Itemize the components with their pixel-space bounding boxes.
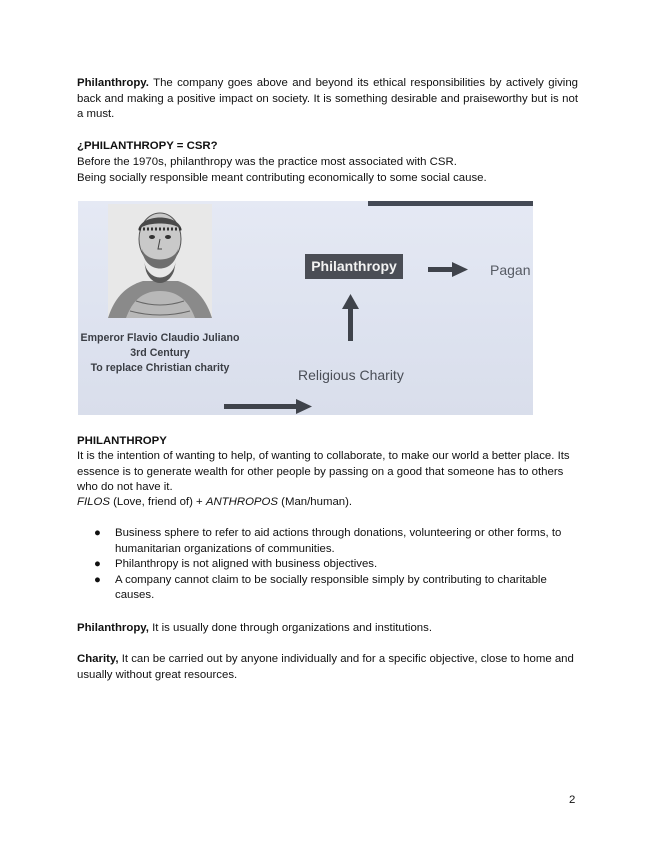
- bullet-icon: ●: [94, 558, 101, 571]
- arrow-right-icon: [428, 262, 468, 277]
- list-item: [77, 557, 578, 573]
- list-item-text: Philanthropy is not aligned with business objectives.: [115, 558, 378, 571]
- emperor-portrait-image: [108, 204, 212, 318]
- etymology-line: [77, 495, 578, 511]
- anthropos-term: ANTHROPOS: [205, 496, 278, 508]
- religious-charity-label: Religious Charity: [298, 367, 404, 383]
- caption-line: 3rd Century: [130, 347, 190, 359]
- filos-term: FILOS: [77, 496, 110, 508]
- section-heading-philanthropy: PHILANTHROPY: [77, 435, 167, 447]
- list-item: [77, 573, 578, 604]
- emperor-caption: [78, 331, 242, 376]
- list-item-text: Business sphere to refer to aid actions through donations, volunteering or other forms, to humanitarian organizations of communities.: [115, 527, 562, 555]
- filos-meaning: (Love, friend of) +: [109, 496, 206, 508]
- charity-paragraph: [77, 652, 578, 683]
- caption-line: To replace Christian charity: [90, 362, 230, 374]
- history-line-2: Being socially responsible meant contributing economically to some social cause.: [77, 172, 487, 184]
- caption-line: Emperor Flavio Claudio Juliano: [80, 332, 240, 344]
- anthropos-meaning: (Man/human).: [278, 496, 353, 508]
- paragraph-text: It is usually done through organizations and institutions.: [148, 622, 432, 634]
- pagan-label: Pagan: [490, 262, 531, 278]
- paragraph-text: It can be carried out by anyone individually and for a specific objective, close to home and usually without great resources.: [77, 653, 574, 681]
- paragraph-text: The company goes above and beyond its ethical responsibilities by actively giving back and making a positive impact on society. It is something desirable and praiseworthy but is not a must.: [77, 77, 578, 121]
- philanthropy-box-label: Philanthropy: [311, 258, 397, 274]
- arrow-up-icon: [342, 294, 359, 341]
- philanthropy-definition-paragraph: [77, 76, 578, 123]
- arrow-right-bottom-icon: [224, 399, 312, 414]
- presentation-slide-photo: [78, 201, 533, 415]
- bullet-list: [77, 526, 578, 604]
- paragraph-lead: Philanthropy,: [77, 622, 149, 634]
- bullet-icon: ●: [94, 527, 101, 539]
- paragraph-lead: Philanthropy.: [77, 77, 149, 89]
- list-item: [77, 526, 578, 557]
- page-number: 2: [569, 794, 576, 806]
- philanthropy-organizations-paragraph: [77, 621, 578, 637]
- section-heading-csr: ¿PHILANTHROPY = CSR?: [77, 140, 218, 152]
- paragraph-lead: Charity,: [77, 653, 119, 665]
- history-line-1: Before the 1970s, philanthropy was the practice most associated with CSR.: [77, 156, 457, 168]
- philanthropy-essence-paragraph: It is the intention of wanting to help, of wanting to collaborate, to make our world a better place. Its essence is to generate wealth for other people by passing on a good that someone has to others who do not have it.: [77, 450, 570, 494]
- list-item-text: A company cannot claim to be socially responsible simply by contributing to charitable causes.: [115, 573, 547, 602]
- bullet-icon: ●: [94, 573, 101, 586]
